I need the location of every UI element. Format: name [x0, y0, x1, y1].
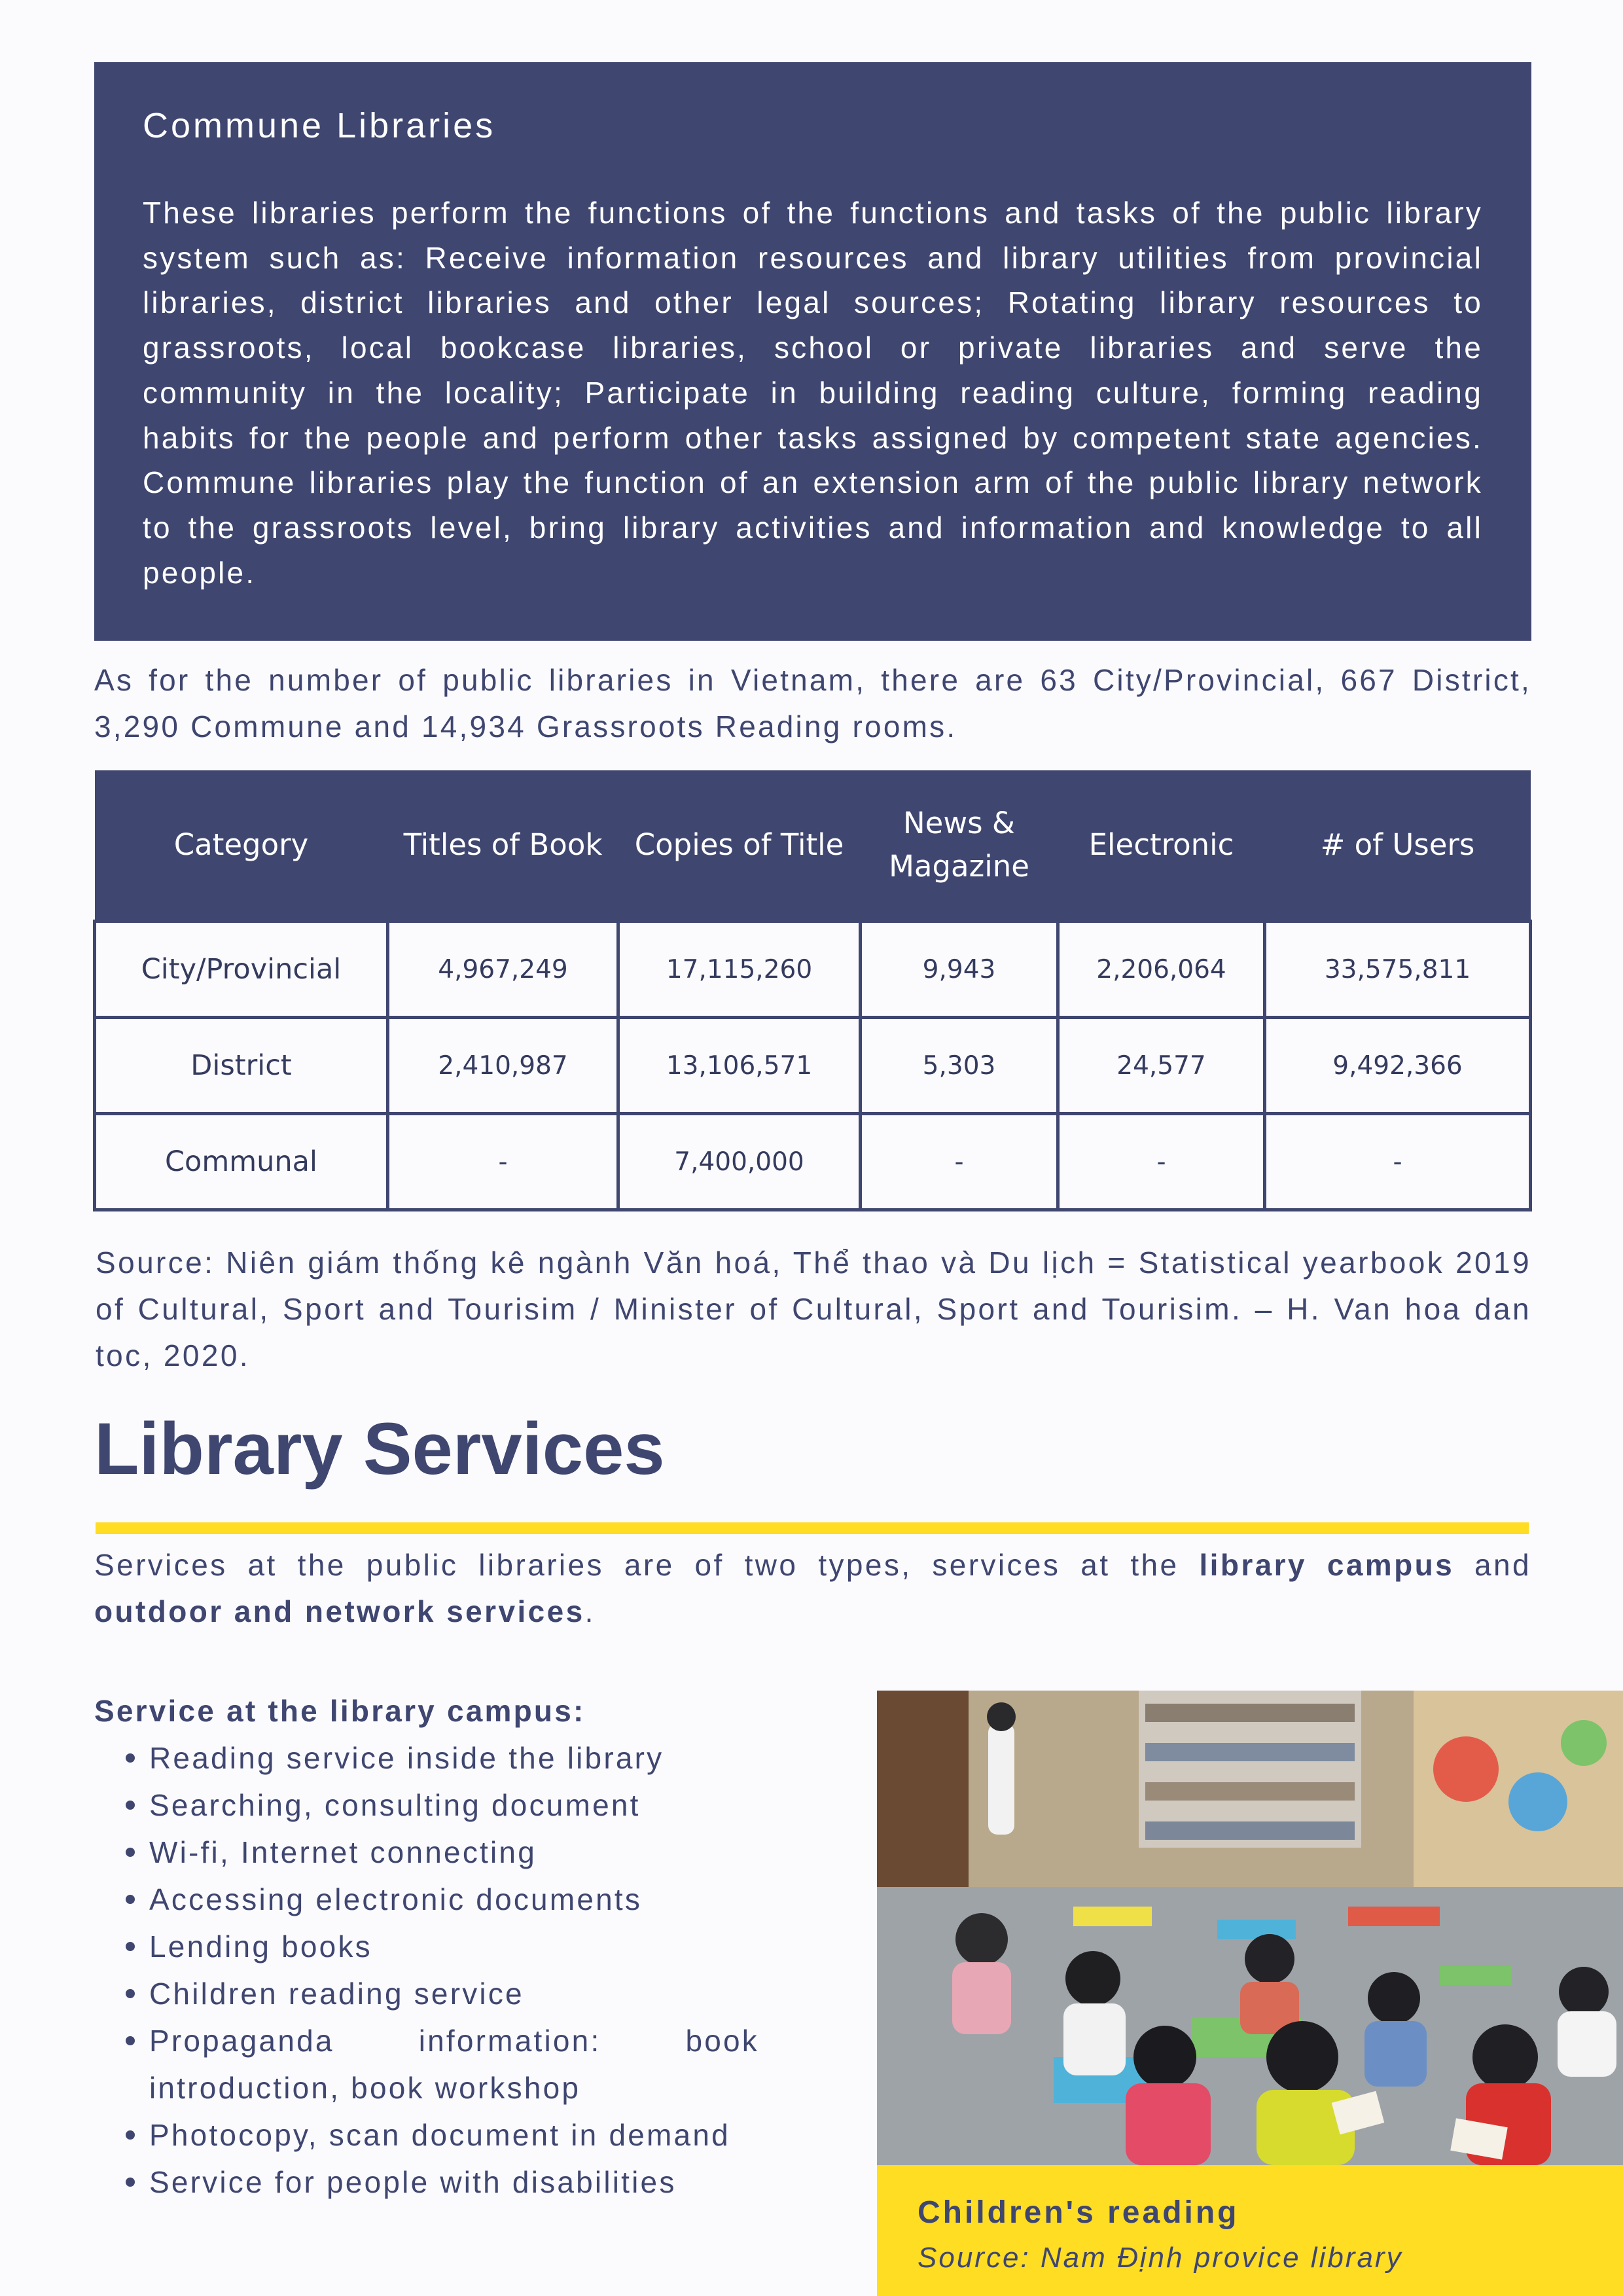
- table-cell: District: [95, 1018, 388, 1114]
- table-cell: 2,410,987: [388, 1018, 618, 1114]
- library-count-paragraph: As for the number of public libraries in Vietnam, there are 63 City/Provincial, 667 District, 3,290 Commune and 14,934 Grassroots Reading rooms.: [94, 663, 1531, 744]
- list-item: Propaganda information: book introduction, book workshop: [111, 2017, 759, 2111]
- list-item: Searching, consulting document: [111, 1782, 759, 1829]
- table-row: [95, 922, 1531, 1018]
- header-news-magazine: News & Magazine: [861, 770, 1058, 922]
- table-cell: 13,106,571: [618, 1018, 861, 1114]
- table-cell: 2,206,064: [1058, 922, 1265, 1018]
- header-titles-of-book: Titles of Book: [388, 770, 618, 922]
- children-reading-illustration: [877, 1691, 1623, 2165]
- commune-libraries-text: These libraries perform the functions of the functions and tasks of the public library system such as: Receive information resources and library utilities from provincial libraries, district libraries and other legal sources; Rotating library resources to grassroots, local bookcase libraries, school or private libraries and serve the community in the locality; Participate in building reading culture, forming reading habits for the people and perform other tasks assigned by competent state agencies. Commune libraries play the function of an extension arm of the public library network to the grassroots level, bring library activities and information and knowledge to all people.: [143, 196, 1483, 590]
- photo-caption-source: Source: Nam Định provice library: [918, 2242, 1403, 2274]
- header-copies-of-title: Copies of Title: [618, 770, 861, 922]
- table-cell: Communal: [95, 1114, 388, 1210]
- table-cell: 24,577: [1058, 1018, 1265, 1114]
- header-electronic: Electronic: [1058, 770, 1265, 922]
- table-cell: 9,943: [861, 922, 1058, 1018]
- table-row: [95, 1114, 1531, 1210]
- library-stats-table: [93, 770, 1532, 1211]
- table-cell: 5,303: [861, 1018, 1058, 1114]
- list-item: Service for people with disabilities: [111, 2159, 759, 2206]
- table-cell: 7,400,000: [618, 1114, 861, 1210]
- table-cell: City/Provincial: [95, 922, 388, 1018]
- table-cell: 33,575,811: [1265, 922, 1531, 1018]
- table-row: [95, 1018, 1531, 1114]
- photo-caption-box: [877, 2165, 1623, 2296]
- services-intro-text: and: [1454, 1548, 1531, 1582]
- commune-libraries-box: [94, 62, 1531, 641]
- table-cell: -: [1058, 1114, 1265, 1210]
- header-category: Category: [95, 770, 388, 922]
- services-intro-text: .: [584, 1594, 596, 1628]
- library-services-heading: Library Services: [94, 1408, 665, 1490]
- campus-services-title: Service at the library campus:: [94, 1694, 586, 1728]
- commune-libraries-title: Commune Libraries: [143, 106, 496, 145]
- table-cell: 17,115,260: [618, 922, 861, 1018]
- table-cell: -: [1265, 1114, 1531, 1210]
- header-users: # of Users: [1265, 770, 1531, 922]
- library-campus-emphasis: library campus: [1199, 1548, 1455, 1582]
- table-header-row: [95, 770, 1531, 922]
- list-item: Wi-fi, Internet connecting: [111, 1829, 759, 1876]
- list-item: Reading service inside the library: [111, 1734, 759, 1782]
- table-cell: -: [861, 1114, 1058, 1210]
- children-reading-photo: [877, 1691, 1623, 2165]
- list-item: Children reading service: [111, 1970, 759, 2017]
- heading-divider: [96, 1522, 1529, 1534]
- photo-caption-title: Children's reading: [918, 2195, 1240, 2230]
- table-cell: -: [388, 1114, 618, 1210]
- services-intro-text: Services at the public libraries are of two types, services at the: [94, 1548, 1200, 1582]
- table-cell: 4,967,249: [388, 922, 618, 1018]
- services-intro-paragraph: [94, 1542, 1531, 1635]
- table-cell: 9,492,366: [1265, 1018, 1531, 1114]
- outdoor-network-emphasis: outdoor and network services: [94, 1594, 585, 1628]
- list-item: Lending books: [111, 1923, 759, 1970]
- campus-services-list: [111, 1734, 759, 2206]
- table-source-note: Source: Niên giám thống kê ngành Văn hoá, Thể thao và Du lịch = Statistical yearbook 2019 of Cultural, Sport and Tourisim / Minister of Cultural, Sport and Tourisim. – H. Van hoa dan toc, 2020.: [96, 1246, 1531, 1372]
- list-item: Photocopy, scan document in demand: [111, 2111, 759, 2159]
- list-item: Accessing electronic documents: [111, 1876, 759, 1923]
